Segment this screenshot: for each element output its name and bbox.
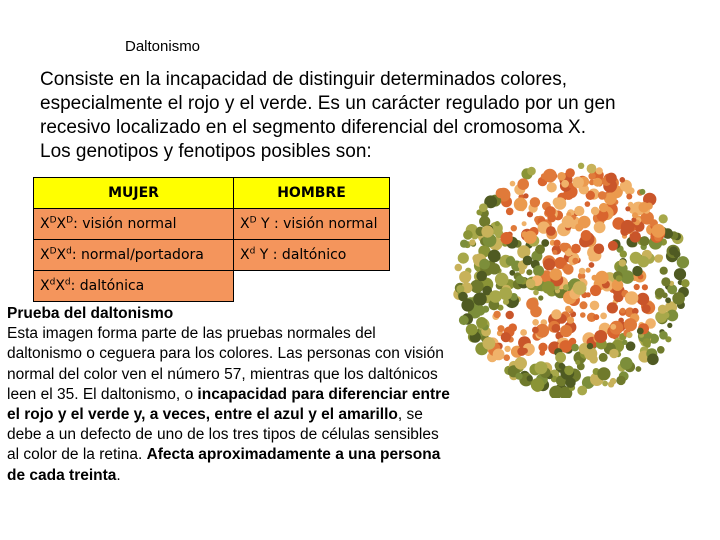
plate-dot xyxy=(652,224,666,238)
plate-dot xyxy=(626,194,632,200)
genotype-table xyxy=(33,177,390,302)
plate-dot xyxy=(532,327,539,334)
plate-dot xyxy=(625,291,639,305)
plate-dot xyxy=(500,232,512,244)
plate-dot xyxy=(607,302,618,313)
plate-dot xyxy=(455,264,463,272)
plate-dot xyxy=(552,324,561,333)
test-text-part: Esta imagen forma parte de las pruebas normales del daltonismo o ceguera para los colores. Las personas con visión normal del color ven el número 57, mientras que los daltónicos leen el 35. El daltonismo, o xyxy=(7,325,444,403)
plate-dot xyxy=(562,216,574,228)
table-row xyxy=(34,271,390,302)
plate-dot xyxy=(580,301,588,309)
plate-dot xyxy=(608,381,614,387)
plate-dot xyxy=(626,332,632,338)
plate-dot xyxy=(458,253,469,264)
plate-dot xyxy=(565,306,571,312)
plate-dot xyxy=(551,309,561,319)
plate-dot xyxy=(564,366,574,376)
plate-dot xyxy=(572,258,578,264)
plate-dot xyxy=(591,207,599,215)
plate-dot xyxy=(677,256,689,268)
plate-dot xyxy=(642,304,651,313)
plate-dot xyxy=(646,203,653,210)
plate-dot xyxy=(577,386,587,396)
plate-dot xyxy=(526,269,532,275)
plate-dot xyxy=(530,197,540,207)
plate-dot xyxy=(600,313,607,320)
plate-dot xyxy=(517,347,526,356)
plate-dot xyxy=(516,275,525,284)
plate-dot xyxy=(517,178,529,190)
plate-dot xyxy=(674,268,686,280)
plate-dot xyxy=(506,256,516,266)
plate-dot xyxy=(658,305,667,314)
plate-dot xyxy=(587,343,593,349)
plate-dot xyxy=(493,349,505,361)
empty-cell xyxy=(234,271,390,302)
plate-dot xyxy=(560,243,569,252)
plate-dot xyxy=(533,265,544,276)
plate-dot xyxy=(563,264,574,275)
plate-dot xyxy=(587,164,597,174)
slide-title: Daltonismo xyxy=(125,38,201,55)
plate-dot xyxy=(547,182,557,192)
plate-dot xyxy=(620,357,633,370)
test-text-part: . xyxy=(116,466,121,484)
plate-dot xyxy=(489,263,500,274)
plate-dot xyxy=(581,230,592,241)
plate-dot xyxy=(520,329,527,336)
plate-dot xyxy=(456,285,464,293)
plate-dot xyxy=(575,224,583,232)
plate-dot xyxy=(506,208,514,216)
plate-dot xyxy=(565,378,575,388)
plate-dot xyxy=(479,203,488,212)
plate-dot xyxy=(638,256,649,267)
plate-dot xyxy=(598,191,607,200)
plate-dot xyxy=(609,349,619,359)
plate-dot xyxy=(659,214,668,223)
plate-dot xyxy=(501,332,511,342)
plate-dot xyxy=(589,355,598,364)
plate-dot xyxy=(546,226,556,236)
header-hombre: HOMBRE xyxy=(234,178,390,209)
plate-dot xyxy=(459,271,471,283)
plate-dot xyxy=(539,350,545,356)
female-genotype-cell: $X^DX^D$: visión normal xyxy=(34,209,234,240)
plate-dot xyxy=(514,198,528,212)
plate-dot xyxy=(543,258,555,270)
test-heading: Prueba del daltonismo xyxy=(7,305,174,322)
plate-dot xyxy=(660,267,668,275)
plate-dot xyxy=(669,246,678,255)
plate-dot xyxy=(495,273,509,287)
plate-dot xyxy=(511,225,517,231)
plate-dot xyxy=(466,324,478,336)
plate-dot xyxy=(521,231,527,237)
plate-dot xyxy=(621,220,635,234)
plate-dot xyxy=(552,250,557,255)
plate-dot xyxy=(579,268,586,275)
plate-dot xyxy=(625,206,630,211)
plate-dot xyxy=(533,290,539,296)
plate-dot xyxy=(481,226,493,238)
plate-dot xyxy=(647,354,659,366)
plate-dot xyxy=(589,262,595,268)
plate-dot xyxy=(496,188,506,198)
plate-dot xyxy=(586,268,591,273)
plate-dot xyxy=(640,236,650,246)
plate-dot xyxy=(493,311,500,318)
plate-dot xyxy=(482,306,489,313)
plate-dot xyxy=(580,312,586,318)
plate-dot xyxy=(657,346,665,354)
plate-dot xyxy=(639,189,645,195)
plate-dot xyxy=(563,284,569,290)
table-row xyxy=(34,209,390,240)
plate-dot xyxy=(599,353,608,362)
plate-dot xyxy=(620,308,626,314)
plate-dot xyxy=(476,317,487,328)
plate-dot xyxy=(483,337,496,350)
intro-line: Consiste en la incapacidad de distinguir determinados colores, xyxy=(40,69,568,90)
plate-dot xyxy=(632,212,638,218)
color-test-description xyxy=(7,304,451,486)
plate-dot xyxy=(566,168,575,177)
plate-dot xyxy=(636,366,642,372)
plate-dot xyxy=(616,376,625,385)
plate-dot xyxy=(514,357,527,370)
plate-dot xyxy=(541,173,547,179)
plate-dot xyxy=(476,271,487,282)
plate-dot xyxy=(594,244,605,255)
plate-dot xyxy=(608,241,618,251)
plate-dot xyxy=(574,206,584,216)
plate-dot xyxy=(624,318,637,331)
plate-dot xyxy=(571,344,579,352)
plate-dot xyxy=(575,360,580,365)
header-mujer: MUJER xyxy=(34,178,234,209)
plate-dot xyxy=(596,167,603,174)
plate-dot xyxy=(519,268,525,274)
plate-dot xyxy=(632,266,642,276)
female-genotype-cell: $X^dX^d$: daltónica xyxy=(34,271,234,302)
plate-dot xyxy=(667,284,677,294)
plate-dot xyxy=(681,279,689,287)
plate-dot xyxy=(599,203,608,212)
plate-dot xyxy=(538,295,543,300)
plate-dot xyxy=(495,221,500,226)
plate-dot xyxy=(498,325,505,332)
table-row xyxy=(34,240,390,271)
plate-dot xyxy=(578,163,584,169)
plate-dot xyxy=(506,311,514,319)
plate-dot xyxy=(590,301,600,311)
plate-dot xyxy=(557,172,566,181)
plate-dot xyxy=(469,239,475,245)
plate-dot xyxy=(606,173,617,184)
plate-dot xyxy=(594,221,606,233)
female-genotype-cell: $X^DX^d$: normal/portadora xyxy=(34,240,234,271)
plate-dot xyxy=(526,298,538,310)
plate-dot xyxy=(665,297,671,303)
male-genotype-cell: $X^d$ Y : daltónico xyxy=(234,240,390,271)
intro-line: Los genotipos y fenotipos posibles son: xyxy=(40,141,372,162)
plate-dot xyxy=(610,324,616,330)
plate-dot xyxy=(667,323,672,328)
plate-dot xyxy=(523,256,533,266)
intro-paragraph xyxy=(40,68,680,164)
plate-dot xyxy=(535,361,548,374)
plate-dot xyxy=(572,177,584,189)
plate-dot xyxy=(622,340,627,345)
plate-dot xyxy=(573,281,587,295)
plate-dot xyxy=(597,367,610,380)
plate-dot xyxy=(637,328,644,335)
plate-dot xyxy=(459,315,469,325)
plate-dot xyxy=(479,259,490,270)
plate-dot xyxy=(458,292,468,302)
plate-dot xyxy=(515,373,522,380)
plate-dot xyxy=(590,285,601,296)
plate-dot xyxy=(545,206,556,217)
plate-dot xyxy=(567,316,574,323)
test-text-bold: Afecta aproximadamente a una persona de cada treinta xyxy=(7,446,441,484)
plate-dot xyxy=(659,331,668,340)
plate-dot xyxy=(522,221,527,226)
plate-dot xyxy=(554,197,567,210)
plate-dot xyxy=(488,250,501,263)
table-header-row xyxy=(34,178,390,209)
plate-dot xyxy=(527,167,536,176)
male-genotype-cell: $X^D$ Y : visión normal xyxy=(234,209,390,240)
test-text-bold: incapacidad para diferenciar entre el rojo y el verde y, a veces, entre el azul y el amarillo xyxy=(7,385,450,424)
plate-dot xyxy=(637,293,650,306)
plate-dot xyxy=(585,201,591,207)
plate-dot xyxy=(672,292,685,305)
test-text-part: , se debe a un defecto de uno de los tres tipos de células sensibles al color de la retina. xyxy=(7,406,439,464)
intro-line: especialmente el rojo y el verde. Es un carácter regulado por un gen xyxy=(40,93,616,114)
plate-dot xyxy=(593,314,599,320)
plate-dot xyxy=(643,338,652,347)
plate-dot xyxy=(489,290,502,303)
plate-dot xyxy=(504,346,510,352)
plate-dot xyxy=(554,240,561,247)
plate-dot xyxy=(620,250,627,257)
plate-dot xyxy=(508,323,517,332)
plate-dot xyxy=(628,187,635,194)
plate-dot xyxy=(555,352,566,363)
plate-dot xyxy=(657,255,663,261)
plate-dot xyxy=(642,284,648,290)
plate-dot xyxy=(634,284,640,290)
plate-dot xyxy=(619,259,626,266)
plate-dot xyxy=(460,240,468,248)
plate-dot xyxy=(655,288,665,298)
plate-dot xyxy=(571,244,581,254)
plate-dot xyxy=(510,181,516,187)
plate-dot xyxy=(542,281,555,294)
plate-dot xyxy=(523,193,528,198)
plate-dot xyxy=(616,275,622,281)
plate-dot xyxy=(560,325,572,337)
plate-dot xyxy=(535,245,545,255)
plate-dot xyxy=(661,277,670,286)
plate-dot xyxy=(594,330,607,343)
plate-dot xyxy=(527,375,533,381)
plate-dot xyxy=(593,178,602,187)
plate-dot xyxy=(463,230,473,240)
plate-dot xyxy=(620,177,626,183)
ishihara-plate-icon xyxy=(452,160,690,398)
plate-dot xyxy=(586,292,591,297)
plate-dot xyxy=(561,180,569,188)
plate-dot xyxy=(526,279,536,289)
intro-line: recesivo localizado en el segmento diferencial del cromosoma X. xyxy=(40,117,586,138)
plate-dot xyxy=(595,271,608,284)
plate-dot xyxy=(531,378,545,392)
plate-dot xyxy=(532,319,539,326)
